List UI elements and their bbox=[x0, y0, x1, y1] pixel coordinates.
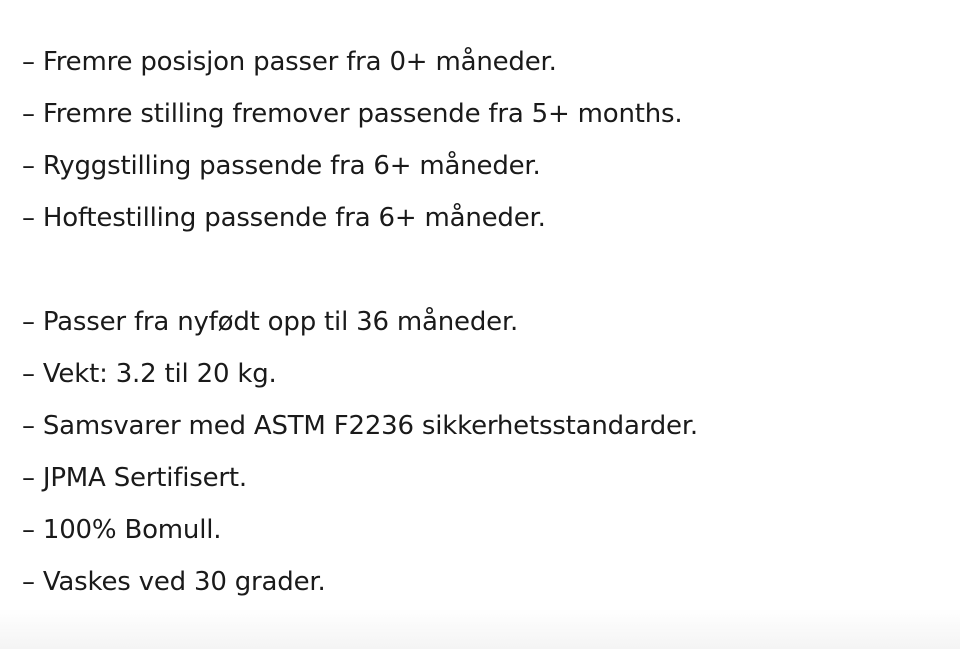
section-spacer bbox=[22, 244, 940, 296]
list-item-washing: – Vaskes ved 30 grader. bbox=[22, 567, 326, 597]
bottom-fade bbox=[0, 609, 960, 649]
list-item-age-range: – Passer fra nyfødt opp til 36 måneder. bbox=[22, 307, 519, 337]
product-spec-text bbox=[22, 36, 940, 608]
list-item-weight: – Vekt: 3.2 til 20 kg. bbox=[22, 359, 277, 389]
carry-positions-list bbox=[22, 36, 940, 244]
list-item-certification: – JPMA Sertifisert. bbox=[22, 463, 247, 493]
list-item-front-position: – Fremre posisjon passer fra 0+ måneder. bbox=[22, 47, 557, 77]
list-item-back-position: – Ryggstilling passende fra 6+ måneder. bbox=[22, 151, 541, 181]
list-item-front-facing-out: – Fremre stilling fremover passende fra 5+ months. bbox=[22, 99, 683, 129]
list-item-hip-position: – Hoftestilling passende fra 6+ måneder. bbox=[22, 203, 546, 233]
list-item-safety-standard: – Samsvarer med ASTM F2236 sikkerhetsstandarder. bbox=[22, 411, 698, 441]
list-item-material: – 100% Bomull. bbox=[22, 515, 222, 545]
specifications-list bbox=[22, 296, 940, 608]
